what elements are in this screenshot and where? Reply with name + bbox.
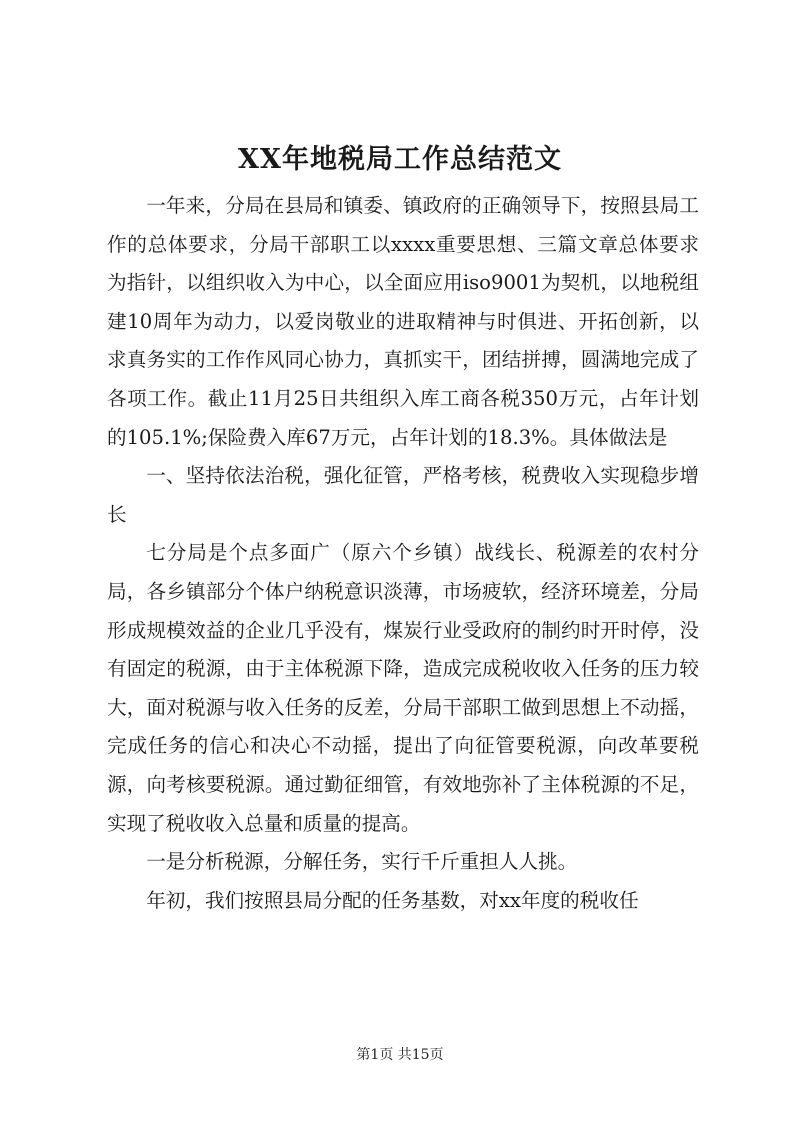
subheading-tax-analysis: 一是分析税源，分解任务，实行千斤重担人人挑。 xyxy=(146,850,578,874)
document-body xyxy=(107,187,699,920)
paragraph-early-year: 年初，我们按照县局分配的任务基数，对xx年度的税收任 xyxy=(146,888,639,912)
page-number-label: 第1页 共15页 xyxy=(356,1047,444,1063)
paragraph-intro: 一年来，分局在县局和镇委、镇政府的正确领导下，按照县局工作的总体要求，分局干部职工以xxxx重要思想、三篇文章总体要求为指针，以组织收入为中心，以全面应用iso9001为契机，以地税组建10周年为动力，以爱岗敬业的进取精神与时俱进、开拓创新，以求真务实的工作作风同心协力，真抓实干，团结拼搏，圆满地完成了各项工作。截止11月25日共组织入库工商各税350万元，占年计划的105.1%;保险费入库67万元，占年计划的18.3%。具体做法是 xyxy=(107,194,699,449)
page-footer xyxy=(0,1044,800,1064)
section-heading-1: 一、坚持依法治税，强化征管，严格考核，税费收入实现稳步增长 xyxy=(107,464,699,526)
document-title: XX年地税局工作总结范文 xyxy=(238,144,562,175)
paragraph-district-overview: 七分局是个点多面广（原六个乡镇）战线长、税源差的农村分局，各乡镇部分个体户纳税意识淡薄，市场疲软，经济环境差，分局形成规模效益的企业几乎没有，煤炭行业受政府的制约时开时停，没有固定的税源，由于主体税源下降，造成完成税收收入任务的压力较大，面对税源与收入任务的反差，分局干部职工做到思想上不动摇，完成任务的信心和决心不动摇，提出了向征管要税源，向改革要税源，向考核要税源。通过勤征细管，有效地弥补了主体税源的不足，实现了税收收入总量和质量的提高。 xyxy=(107,541,699,835)
